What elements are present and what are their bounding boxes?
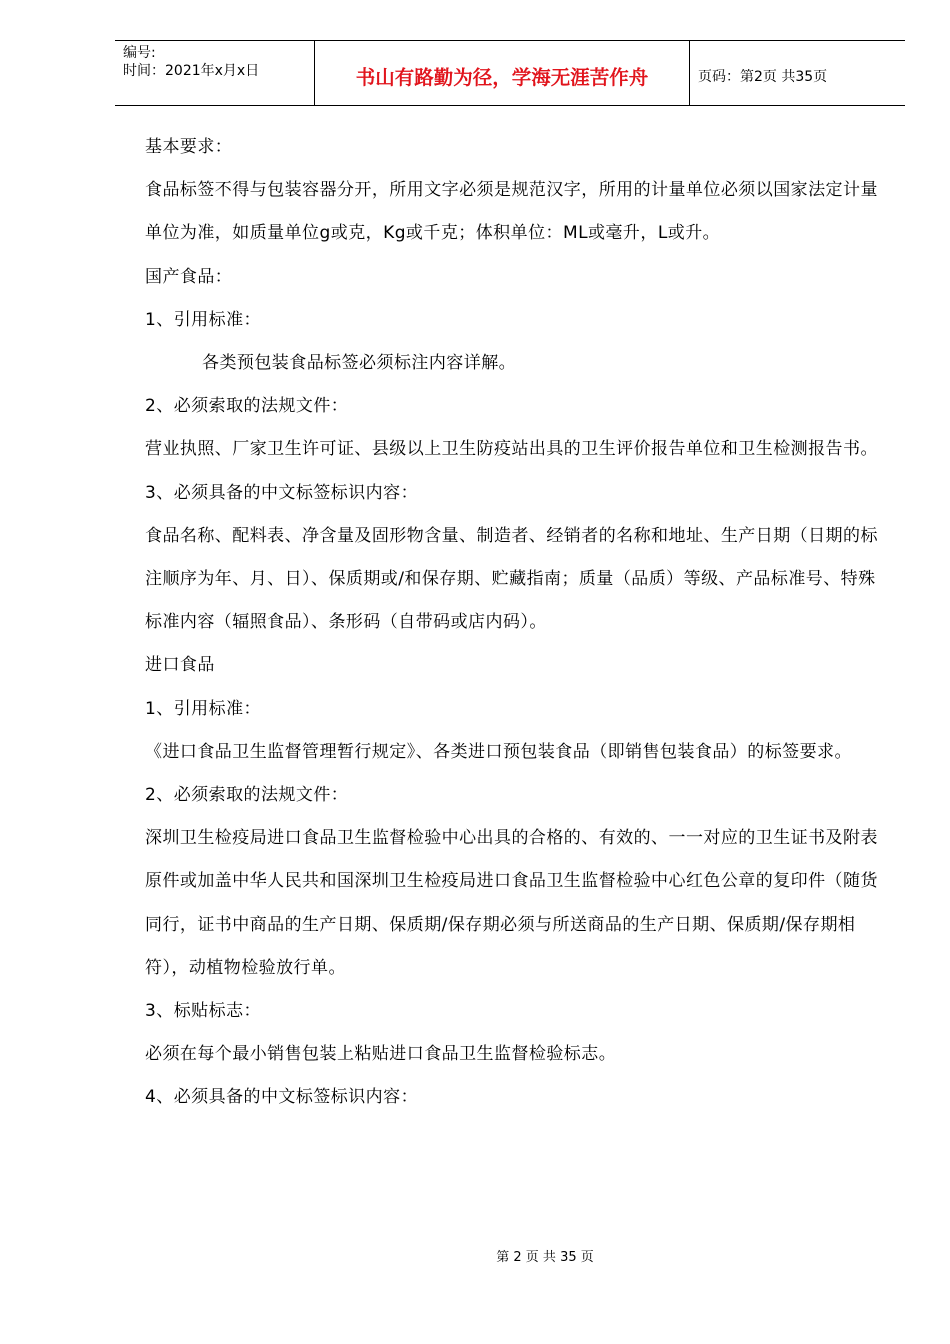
serial-label: 编号: [123,45,156,61]
paragraph: 《进口食品卫生监督管理暂行规定》、各类进口预包装食品（即销售包装食品）的标签要求。 [145,741,852,762]
footer-middle: 页 共 [525,1250,556,1265]
paragraph: 基本要求： [145,137,233,157]
paragraph: 各类预包装食品标签必须标注内容详解。 [202,353,517,374]
header-motto-cell [315,41,690,105]
sub-heading: 4、必须具备的中文标签标识内容： [145,1087,419,1108]
page-footer [0,1246,950,1265]
header-meta-cell [115,41,315,105]
footer-prefix: 第 [496,1250,510,1265]
sub-heading: 1、引用标准： [145,698,261,719]
document-body [145,126,880,1120]
sub-heading: 1、引用标准： [145,309,261,330]
paragraph: 深圳卫生检疫局进口食品卫生监督检验中心出具的合格的、有效的、一一对应的卫生证书及附表原件或加盖中华人民共和国深圳卫生检疫局进口食品卫生监督检验中心红色公章的复印件（随货同行，证书中商品的生产日期、保质期/保存期必须与所送商品的生产日期、保质期/保存期相符），动植物检验放行单。 [145,828,878,978]
section-heading: 国产食品： [145,266,233,287]
footer-total-pages: 35 [560,1250,577,1265]
page-info: 页码：第2页 共35页 [698,69,828,85]
paragraph: 必须在每个最小销售包装上粘贴进口食品卫生监督检验标志。 [145,1044,617,1065]
header-page-cell [690,41,905,105]
date-line: 时间：2021年x月x日 [123,63,260,79]
page-header [115,40,905,106]
footer-suffix: 页 [580,1250,594,1265]
sub-heading: 2、必须索取的法规文件： [145,785,349,806]
motto-text: 书山有路勤为径，学海无涯苦作舟 [355,66,649,89]
section-heading: 进口食品 [145,655,215,676]
footer-page-number: 2 [513,1250,522,1265]
sub-heading: 2、必须索取的法规文件： [145,396,349,417]
sub-heading: 3、必须具备的中文标签标识内容： [145,482,419,503]
paragraph: 食品名称、配料表、净含量及固形物含量、制造者、经销者的名称和地址、生产日期（日期的标注顺序为年、月、日）、保质期或/和保存期、贮藏指南；质量（品质）等级、产品标准号、特殊标准内容（辐照食品）、条形码（自带码或店内码）。 [145,525,878,633]
sub-heading: 3、标贴标志： [145,1001,261,1022]
paragraph: 营业执照、厂家卫生许可证、县级以上卫生防疫站出具的卫生评价报告单位和卫生检测报告书。 [145,439,878,460]
paragraph: 食品标签不得与包装容器分开，所用文字必须是规范汉字，所用的计量单位必须以国家法定计量单位为准，如质量单位g或克，Kg或千克；体积单位：ML或毫升，L或升。 [145,180,878,244]
